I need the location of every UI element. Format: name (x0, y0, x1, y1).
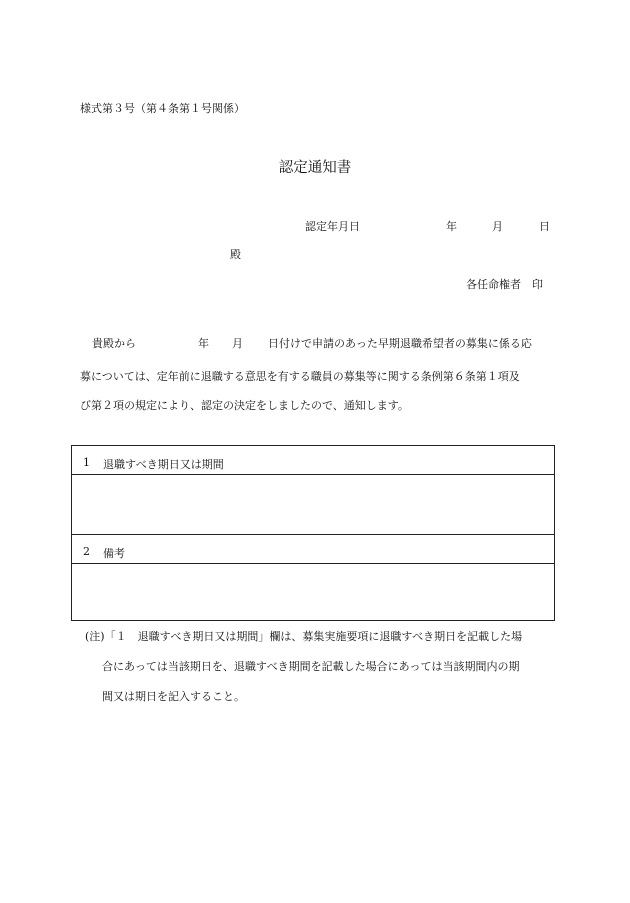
table-row-heading-remarks (72, 535, 554, 564)
details-table (71, 445, 555, 621)
footnote-line-1: (注)「１ 退職すべき期日又は期間」欄は、募集実施要項に退職すべき期日を記載した場 (85, 630, 523, 643)
body-line-1-month: 月 (232, 337, 243, 350)
row-number: 2 (83, 545, 90, 558)
row-label: 退職すべき期日又は期間 (103, 458, 224, 471)
body-line-1-text: 日付けで申請のあった早期退職希望者の募集に係る応 (268, 337, 532, 350)
addressee-honorific: 殿 (230, 248, 241, 261)
document-title: 認定通知書 (278, 160, 352, 176)
table-row-value-remarks[interactable] (72, 564, 554, 621)
date-month-label: 月 (492, 220, 503, 233)
body-line-3: び第２項の規定により、認定の決定をしましたので、通知します。 (80, 399, 409, 412)
date-day-label: 日 (539, 220, 550, 233)
footnote-line-3: 間又は期日を記入すること。 (102, 690, 245, 703)
row-label: 備考 (103, 547, 125, 560)
body-line-1-intro: 貴殿から (92, 337, 136, 350)
table-row-heading-retirement-date (72, 446, 554, 475)
date-year-label: 年 (446, 220, 457, 233)
form-number: 様式第３号（第４条第１号関係） (80, 102, 245, 115)
table-row-value-retirement-date[interactable] (72, 475, 554, 535)
footnote-line-2: 合にあっては当該期日を、退職すべき期間を記載した場合にあっては当該期間内の期 (102, 660, 520, 673)
body-line-2: 募については、定年前に退職する意思を有する職員の募集等に関する条例第６条第１項及 (80, 370, 520, 383)
body-line-1-year: 年 (198, 337, 209, 350)
row-number: 1 (83, 456, 90, 469)
date-label: 認定年月日 (305, 220, 360, 233)
sender-seal-line: 各任命権者 印 (466, 278, 543, 291)
